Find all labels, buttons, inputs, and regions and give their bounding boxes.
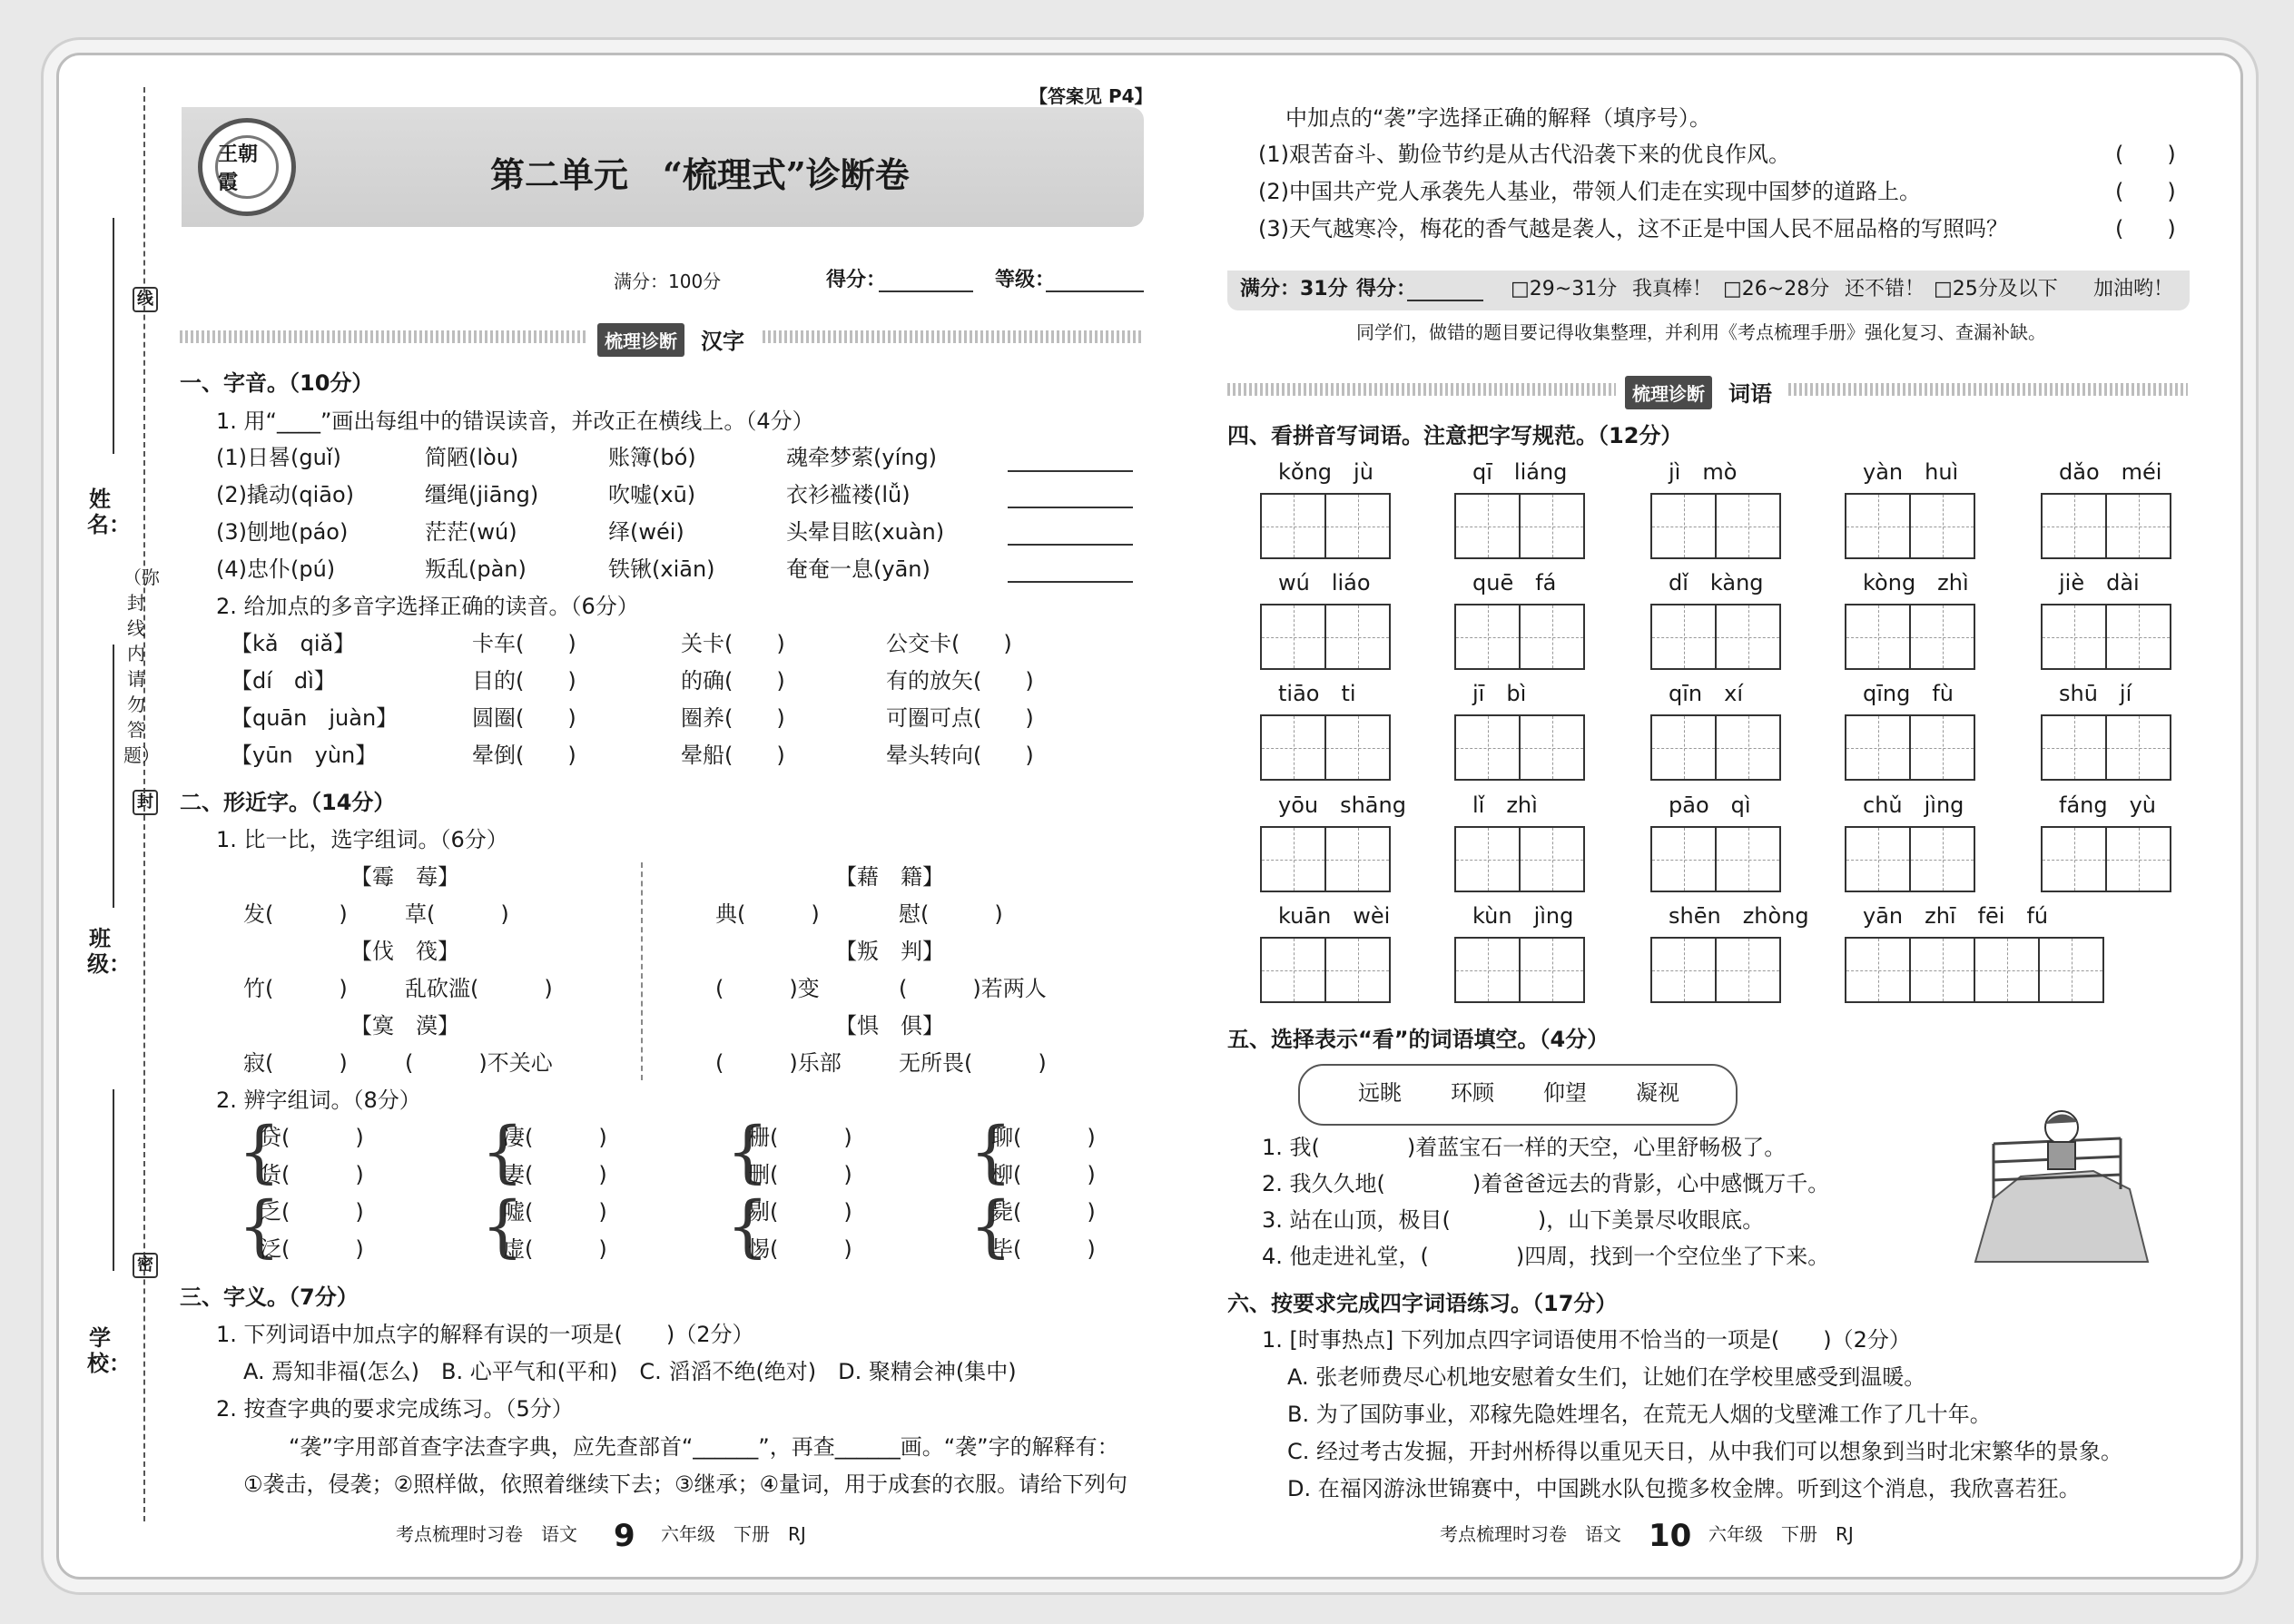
q1-sub1: 1. 用“____”画出每组中的错误读音，并改正在横线上。（4分） — [216, 408, 814, 434]
q3-item: (2)中国共产党人承袭先人基业，带领人们走在实现中国梦的道路上。 — [1258, 179, 1921, 204]
poly-item: 可圈可点( ) — [886, 705, 1034, 731]
band-option[interactable]: □29~31分 — [1511, 278, 1618, 300]
band-option-text: 加油哟！ — [2093, 278, 2174, 300]
fill-item: 乱砍滥( ) — [405, 976, 553, 1001]
q3-options: A. 焉知非福(怎么) B. 心平气和(平和) C. 滔滔不绝(绝对) D. 聚精会神(集中) — [243, 1359, 1017, 1384]
pron-item: 绎(wéi) — [608, 519, 684, 545]
brace: { — [238, 1187, 281, 1265]
pinyin-label: qī liáng — [1472, 459, 1568, 485]
char-item: 妻( ) — [503, 1162, 607, 1187]
pinyin-label: jī bì — [1472, 681, 1527, 706]
word-option: 环顾 — [1451, 1080, 1494, 1106]
q5-item: 4. 他走进礼堂，( )四周，找到一个空位坐了下来。 — [1262, 1244, 1830, 1269]
q2-sub1: 1. 比一比，选字组词。（6分） — [216, 827, 508, 852]
poly-item: 晕倒( ) — [472, 743, 576, 768]
pron-item: 吹嘘(xū) — [608, 482, 696, 507]
writing-box[interactable] — [1715, 493, 1781, 559]
seal-note: （弥封线内请勿答题） — [123, 566, 160, 766]
char-pair: 【叛 判】 — [835, 939, 944, 964]
footer-book: 考点梳理时习卷 语文 — [1440, 1523, 1621, 1545]
illustration-boy-on-cliff — [1957, 1089, 2157, 1267]
writing-box[interactable] — [1324, 493, 1391, 559]
writing-box[interactable] — [1260, 826, 1326, 892]
pinyin-label: shēn zhòng — [1669, 903, 1809, 929]
writing-box[interactable] — [1454, 714, 1521, 781]
answer-paren[interactable]: ( ) — [2115, 179, 2176, 204]
footer-book: 考点梳理时习卷 语文 — [396, 1523, 577, 1545]
brace: { — [238, 1113, 281, 1191]
q3-sub2: 2. 按查字典的要求完成练习。（5分） — [216, 1396, 574, 1422]
q6-option: B. 为了国防事业，邓稼先隐姓埋名，在荒无人烟的戈壁滩工作了几十年。 — [1287, 1402, 1992, 1427]
poly-item: 的确( ) — [681, 668, 785, 694]
poly-item: 有的放矢( ) — [886, 668, 1034, 694]
q6-sub1: 1. [时事热点] 下列加点四字词语使用不恰当的一项是( )（2分） — [1262, 1327, 1911, 1353]
poly-item: 目的( ) — [472, 668, 576, 694]
pinyin-label: pāo qì — [1669, 792, 1751, 818]
char-pair: 【藉 籍】 — [835, 864, 944, 890]
q3-sub1: 1. 下列词语中加点字的解释有误的一项是( )（2分） — [216, 1322, 754, 1347]
score-blank[interactable] — [879, 290, 973, 292]
pron-item: 简陋(lòu) — [425, 445, 519, 470]
column-divider — [641, 862, 643, 1080]
pinyin-label: jì mò — [1669, 459, 1738, 485]
poly-item: 公交卡( ) — [886, 631, 1012, 656]
pron-item: 叛乱(pàn) — [425, 556, 527, 582]
char-item: 删( ) — [748, 1162, 852, 1187]
page-number: 10 — [1649, 1518, 1692, 1554]
brace: { — [970, 1113, 1013, 1191]
fill-item: ( )若两人 — [899, 976, 1047, 1001]
q5-heading: 五、选择表示“看”的词语填空。（4分） — [1227, 1027, 1610, 1052]
pron-item: 茫茫(wú) — [425, 519, 517, 545]
word-option: 仰望 — [1543, 1080, 1587, 1106]
logo-seal — [198, 118, 296, 216]
pron-item: (1)日晷(guǐ) — [216, 445, 341, 470]
writing-box[interactable] — [1650, 493, 1717, 559]
writing-box[interactable] — [2041, 604, 2107, 670]
word-option: 远眺 — [1358, 1080, 1402, 1106]
q3-item: (3)天气越寒冷，梅花的香气越是袭人，这不正是中国人民不屈品格的写照吗？ — [1258, 216, 2008, 241]
logo-text: 王朝霞 — [215, 135, 279, 199]
writing-box[interactable] — [1519, 937, 1585, 1003]
char-item: 毙( ) — [991, 1199, 1096, 1225]
pron-item: 魂牵梦萦(yíng) — [786, 445, 938, 470]
writing-box[interactable] — [1519, 493, 1585, 559]
section-divider — [180, 330, 586, 343]
char-pair: 【伐 筏】 — [350, 939, 459, 964]
band-option-text: 还不错！ — [1845, 278, 1925, 300]
writing-box[interactable] — [1519, 826, 1585, 892]
writing-box[interactable] — [2041, 714, 2107, 781]
q1-sub2: 2. 给加点的多音字选择正确的读音。（6分） — [216, 594, 639, 619]
char-item: 贷( ) — [260, 1125, 364, 1150]
fill-item: 典( ) — [715, 901, 820, 927]
q2-heading: 二、形近字。（14分） — [180, 790, 396, 815]
poly-item: 卡车( ) — [472, 631, 576, 656]
writing-box[interactable] — [1454, 604, 1521, 670]
writing-box[interactable] — [1715, 604, 1781, 670]
char-item: 剔( ) — [748, 1199, 852, 1225]
school-field-line[interactable] — [113, 1089, 114, 1271]
writing-box[interactable] — [1324, 604, 1391, 670]
name-field-line[interactable] — [113, 218, 114, 454]
pron-item: (4)忠仆(pú) — [216, 556, 336, 582]
poly-item: 晕头转向( ) — [886, 743, 1034, 768]
section-tag: 梳理诊断 — [597, 323, 684, 357]
answer-paren[interactable]: ( ) — [2115, 142, 2176, 167]
q3-item: (1)艰苦奋斗、勤俭节约是从古代沿袭下来的优良作风。 — [1258, 142, 1790, 167]
class-label: 班级： — [87, 926, 131, 977]
pinyin-label: dǎo méi — [2059, 459, 2162, 485]
char-item: 惕( ) — [748, 1236, 852, 1262]
writing-box[interactable] — [1324, 937, 1391, 1003]
score-label: 得分： — [826, 269, 887, 291]
writing-box[interactable] — [1260, 714, 1326, 781]
writing-box[interactable] — [1909, 604, 1975, 670]
writing-box[interactable] — [1260, 937, 1326, 1003]
school-label: 学校： — [87, 1325, 131, 1376]
pinyin-label: kǒng jù — [1278, 459, 1373, 485]
word-option: 凝视 — [1636, 1080, 1679, 1106]
poly-pinyin: 【dí dì】 — [231, 668, 336, 694]
char-item: 嘘( ) — [503, 1199, 607, 1225]
pinyin-label: lǐ zhì — [1472, 792, 1538, 818]
band-score-label: 得分： — [1356, 278, 1417, 300]
char-item: 栅( ) — [748, 1125, 852, 1150]
writing-box[interactable] — [1909, 937, 1975, 1003]
pinyin-label: jiè dài — [2059, 570, 2140, 595]
pron-item: 缰绳(jiāng) — [425, 482, 539, 507]
answer-blank[interactable] — [1008, 507, 1133, 508]
band-full-score: 满分：31分 — [1240, 278, 1348, 300]
poly-item: 关卡( ) — [681, 631, 785, 656]
writing-box[interactable] — [2041, 826, 2107, 892]
brace: { — [726, 1187, 770, 1265]
seal-secret-mark: 密 — [133, 1253, 158, 1278]
writing-box[interactable] — [1650, 604, 1717, 670]
q3-continued: 中加点的“袭”字选择正确的解释（填序号）。 — [1285, 105, 1711, 131]
q1-heading: 一、字音。（10分） — [180, 370, 374, 396]
writing-box[interactable] — [1324, 714, 1391, 781]
name-label: 姓名： — [87, 487, 131, 537]
char-item: 柳( ) — [991, 1162, 1096, 1187]
writing-box[interactable] — [1260, 604, 1326, 670]
band-option[interactable]: □26~28分 — [1723, 278, 1830, 300]
writing-box[interactable] — [1650, 826, 1717, 892]
writing-box[interactable] — [1519, 714, 1585, 781]
review-tip: 同学们，做错的题目要记得收集整理，并利用《考点梳理手册》强化复习、查漏补缺。 — [1356, 321, 2046, 343]
q3-paragraph-1: “袭”字用部首查字法查字典，应先查部首“______”，再查______画。“袭”字的解释有： — [289, 1434, 1119, 1460]
writing-box[interactable] — [2038, 937, 2104, 1003]
poly-item: 晕船( ) — [681, 743, 785, 768]
writing-box[interactable] — [1715, 826, 1781, 892]
char-item: 毕( ) — [991, 1236, 1096, 1262]
char-item: 泛( ) — [260, 1236, 364, 1262]
writing-box[interactable] — [1454, 493, 1521, 559]
brace: { — [481, 1113, 525, 1191]
pinyin-label: quē fá — [1472, 570, 1557, 595]
char-pair: 【霉 莓】 — [350, 864, 459, 890]
poly-pinyin: 【yūn yùn】 — [231, 743, 378, 768]
writing-box[interactable] — [2105, 493, 2171, 559]
writing-box[interactable] — [1909, 493, 1975, 559]
section-name: 汉字 — [701, 329, 744, 354]
writing-box[interactable] — [1845, 937, 1911, 1003]
writing-box[interactable] — [1909, 714, 1975, 781]
pinyin-label: fáng yù — [2059, 792, 2157, 818]
writing-box[interactable] — [1845, 826, 1911, 892]
writing-box[interactable] — [1519, 604, 1585, 670]
pinyin-label: chǔ jìng — [1863, 792, 1964, 818]
char-item: 凄( ) — [503, 1125, 607, 1150]
answer-paren[interactable]: ( ) — [2115, 216, 2176, 241]
fill-item: ( )乐部 — [715, 1050, 842, 1076]
writing-box[interactable] — [2041, 493, 2107, 559]
pinyin-label: qīn xí — [1669, 681, 1743, 706]
char-item: 聊( ) — [991, 1125, 1096, 1150]
seal-seal-mark: 封 — [133, 790, 158, 815]
char-pair: 【寞 漠】 — [350, 1013, 459, 1038]
pron-item: 账簿(bó) — [608, 445, 696, 470]
q3-paragraph-2: ①袭击，侵袭；②照样做，依照着继续下去；③继承；④量词，用于成套的衣服。请给下列句 — [243, 1471, 1128, 1497]
band-score-blank[interactable] — [1407, 300, 1483, 301]
q6-heading: 六、按要求完成四字词语练习。（17分） — [1227, 1291, 1618, 1316]
fill-item: 竹( ) — [243, 976, 348, 1001]
q5-item: 1. 我( )着蓝宝石一样的天空，心里舒畅极了。 — [1262, 1135, 1787, 1160]
fill-item: ( )不关心 — [405, 1050, 553, 1076]
writing-box[interactable] — [1650, 714, 1717, 781]
writing-box[interactable] — [1974, 937, 2040, 1003]
writing-box[interactable] — [2105, 604, 2171, 670]
pinyin-label: yōu shāng — [1278, 792, 1406, 818]
pron-item: (2)撬动(qiāo) — [216, 482, 355, 507]
writing-box[interactable] — [1715, 714, 1781, 781]
fill-item: 草( ) — [405, 901, 509, 927]
section-divider — [1788, 383, 2188, 396]
full-score: 满分：100分 — [614, 271, 722, 292]
writing-box[interactable] — [1260, 493, 1326, 559]
q6-option: C. 经过考古发掘，开封州桥得以重见天日，从中我们可以想象到当时北宋繁华的景象。 — [1287, 1439, 2123, 1464]
pinyin-label: dǐ kàng — [1669, 570, 1764, 595]
pinyin-label: yàn huì — [1863, 459, 1959, 485]
pron-item: 铁锹(xiān) — [608, 556, 715, 582]
class-field-line[interactable] — [113, 645, 114, 908]
pinyin-label: kùn jìng — [1472, 903, 1574, 929]
band-option[interactable]: □25分及以下 — [1934, 278, 2058, 300]
pinyin-label: qīng fù — [1863, 681, 1954, 706]
grade-blank[interactable] — [1046, 290, 1144, 292]
writing-box[interactable] — [1324, 826, 1391, 892]
section-name: 词语 — [1728, 381, 1772, 407]
poly-item: 圆圈( ) — [472, 705, 576, 731]
q5-item: 3. 站在山顶，极目( )，山下美景尽收眼底。 — [1262, 1207, 1765, 1233]
writing-box[interactable] — [1845, 604, 1911, 670]
char-item: 乏( ) — [260, 1199, 364, 1225]
q2-sub2: 2. 辨字组词。（8分） — [216, 1088, 421, 1113]
band-option-text: 我真棒！ — [1632, 278, 1713, 300]
writing-box[interactable] — [1454, 826, 1521, 892]
pinyin-label: tiāo ti — [1278, 681, 1356, 706]
q6-option: A. 张老师费尽心机地安慰着女生们，让她们在学校里感受到温暖。 — [1287, 1364, 1926, 1390]
char-item: 虚( ) — [503, 1236, 607, 1262]
poly-pinyin: 【quān juàn】 — [231, 705, 399, 731]
answer-blank[interactable] — [1008, 544, 1133, 546]
pron-item: 衣衫褴褛(lǚ) — [786, 482, 911, 507]
fill-item: 发( ) — [243, 901, 348, 927]
q3-heading: 三、字义。（7分） — [180, 1284, 359, 1310]
pron-item: 奄奄一息(yān) — [786, 556, 930, 582]
brace: { — [970, 1187, 1013, 1265]
footer-grade: 六年级 下册 RJ — [661, 1523, 806, 1545]
section-divider — [763, 330, 1144, 343]
brace: { — [726, 1113, 770, 1191]
writing-box[interactable] — [1715, 937, 1781, 1003]
pinyin-label: shū jí — [2059, 681, 2132, 706]
writing-box[interactable] — [2105, 714, 2171, 781]
q5-item: 2. 我久久地( )着爸爸远去的背影，心中感慨万千。 — [1262, 1171, 1830, 1196]
writing-box[interactable] — [2105, 826, 2171, 892]
section-divider — [1227, 383, 1616, 396]
page-title: 第二单元 “梳理式”诊断卷 — [490, 154, 910, 195]
writing-box[interactable] — [1845, 714, 1911, 781]
grade-label: 等级： — [995, 269, 1056, 291]
q6-option: D. 在福冈游泳世锦赛中，中国跳水队包揽多枚金牌。听到这个消息，我欣喜若狂。 — [1287, 1476, 2081, 1501]
poly-pinyin: 【kǎ qiǎ】 — [231, 631, 356, 656]
writing-box[interactable] — [1454, 937, 1521, 1003]
pinyin-label: kòng zhì — [1863, 570, 1969, 595]
seal-line-mark: 线 — [133, 287, 158, 312]
answer-blank[interactable] — [1008, 581, 1133, 583]
q4-heading: 四、看拼音写词语。注意把字写规范。（12分） — [1227, 423, 1683, 448]
writing-box[interactable] — [1845, 493, 1911, 559]
section-tag: 梳理诊断 — [1625, 376, 1712, 409]
pinyin-label: yān zhī fēi fú — [1863, 903, 2049, 929]
char-item: 货( ) — [260, 1162, 364, 1187]
writing-box[interactable] — [1650, 937, 1717, 1003]
fill-item: 无所畏( ) — [899, 1050, 1047, 1076]
page-number: 9 — [614, 1518, 635, 1554]
answer-blank[interactable] — [1008, 470, 1133, 472]
pinyin-label: kuān wèi — [1278, 903, 1391, 929]
answer-reference: 【答案见 P4】 — [1029, 85, 1153, 107]
char-pair: 【惧 俱】 — [835, 1013, 944, 1038]
pron-item: 头晕目眩(xuàn) — [786, 519, 945, 545]
brace: { — [481, 1187, 525, 1265]
fill-item: 慰( ) — [899, 901, 1003, 927]
poly-item: 圈养( ) — [681, 705, 785, 731]
fill-item: ( )变 — [715, 976, 820, 1001]
pinyin-label: wú liáo — [1278, 570, 1371, 595]
footer-grade: 六年级 下册 RJ — [1708, 1523, 1854, 1545]
pron-item: (3)刨地(páo) — [216, 519, 349, 545]
fill-item: 寂( ) — [243, 1050, 348, 1076]
writing-box[interactable] — [1909, 826, 1975, 892]
